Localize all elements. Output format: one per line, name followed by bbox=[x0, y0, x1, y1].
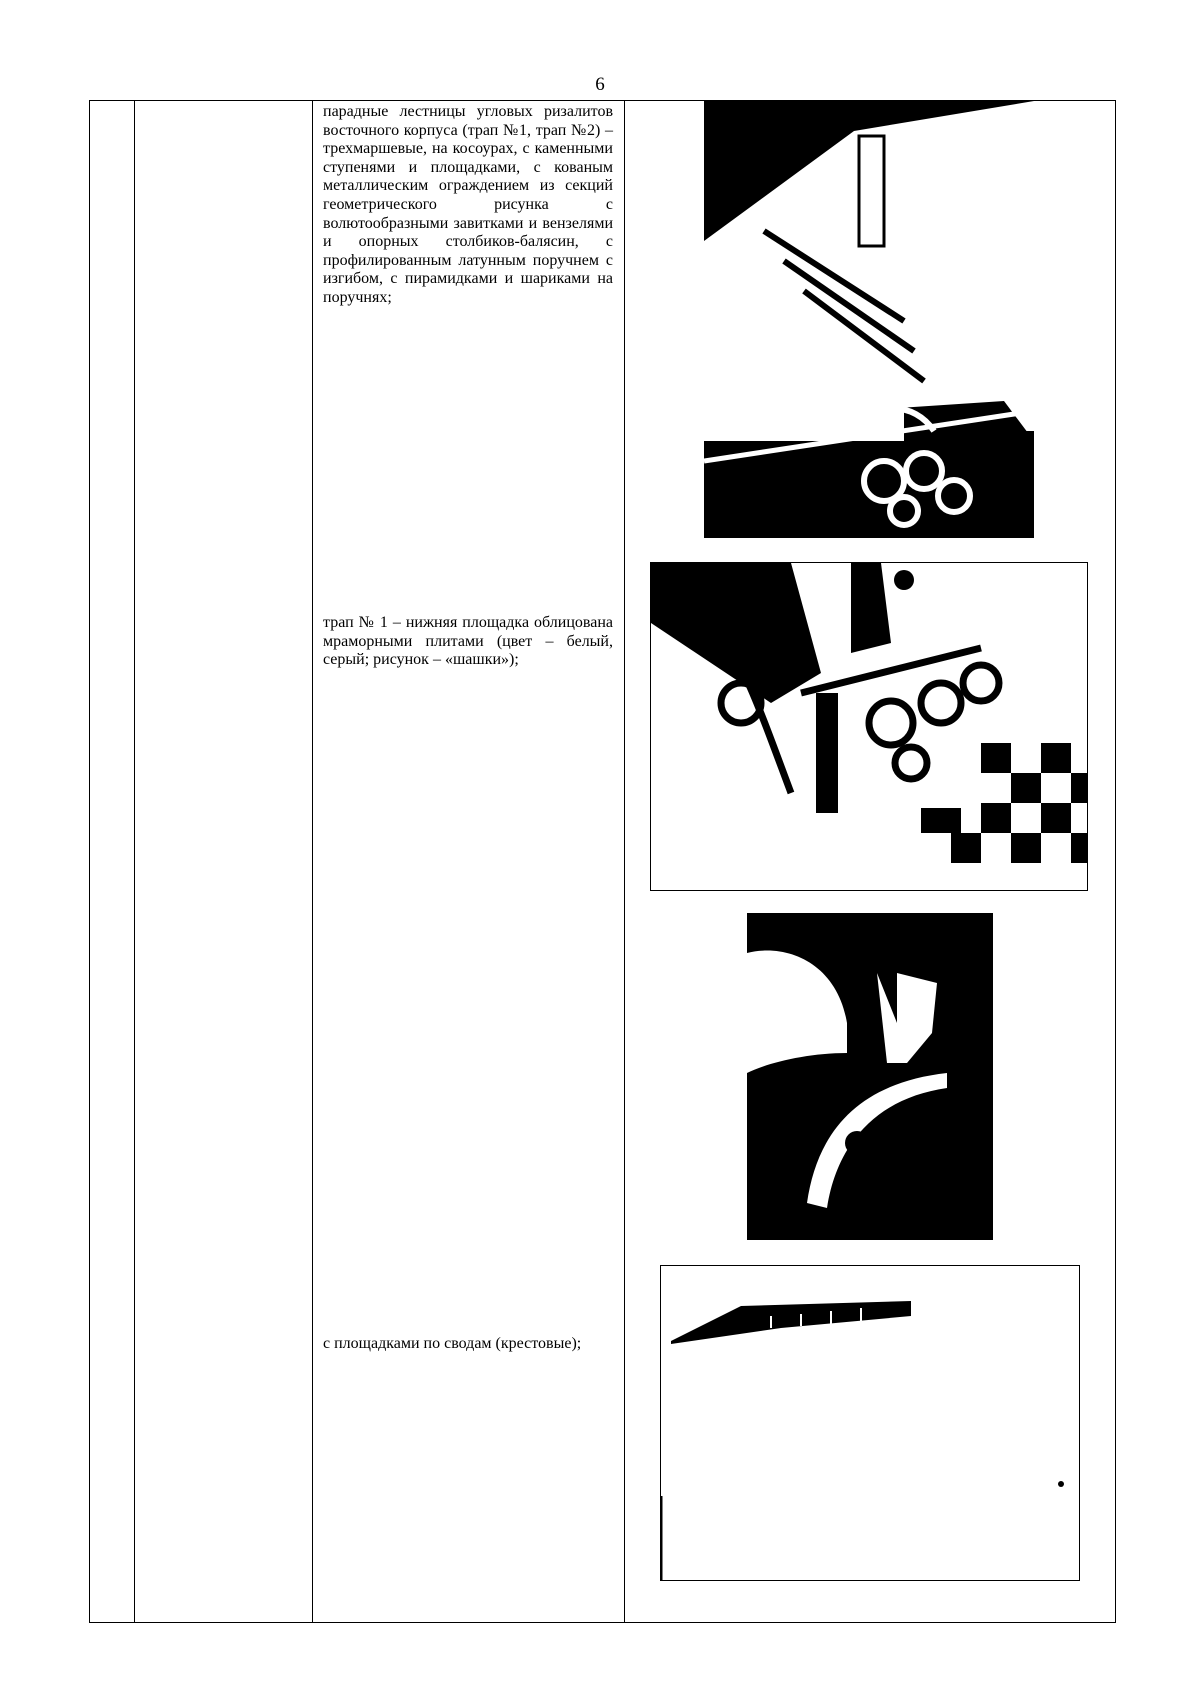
description-staircases: парадные лестницы угловых ризалитов восточного корпуса (трап №1, трап №2) – трехмаршевые, на косоурах, с каменными ступенями и площадками, с кованым металлическим ограждением из секций геометрического рисунка с волютообразными завитками и вензелями и опорных столбиков-балясин, с профилированным латунным поручнем с изгибом, с пирамидками и шариками на поручнях; bbox=[323, 103, 613, 306]
column-divider-2 bbox=[312, 101, 313, 1622]
photo-staircase-railing bbox=[704, 101, 1034, 538]
column-divider-3 bbox=[624, 101, 625, 1622]
page-number: 6 bbox=[595, 74, 605, 95]
description-lower-landing: трап № 1 – нижняя площадка облицована мраморными плитами (цвет – белый, серый; рисунок – «шашки»); bbox=[323, 614, 613, 669]
photo-handrail-closeup bbox=[747, 913, 993, 1240]
photo-vaulted-ceiling bbox=[660, 1265, 1080, 1581]
description-vaulted-landings: с площадками по сводам (крестовые); bbox=[323, 1335, 582, 1352]
photo-checkered-landing bbox=[650, 562, 1088, 891]
column-divider-1 bbox=[134, 101, 135, 1622]
